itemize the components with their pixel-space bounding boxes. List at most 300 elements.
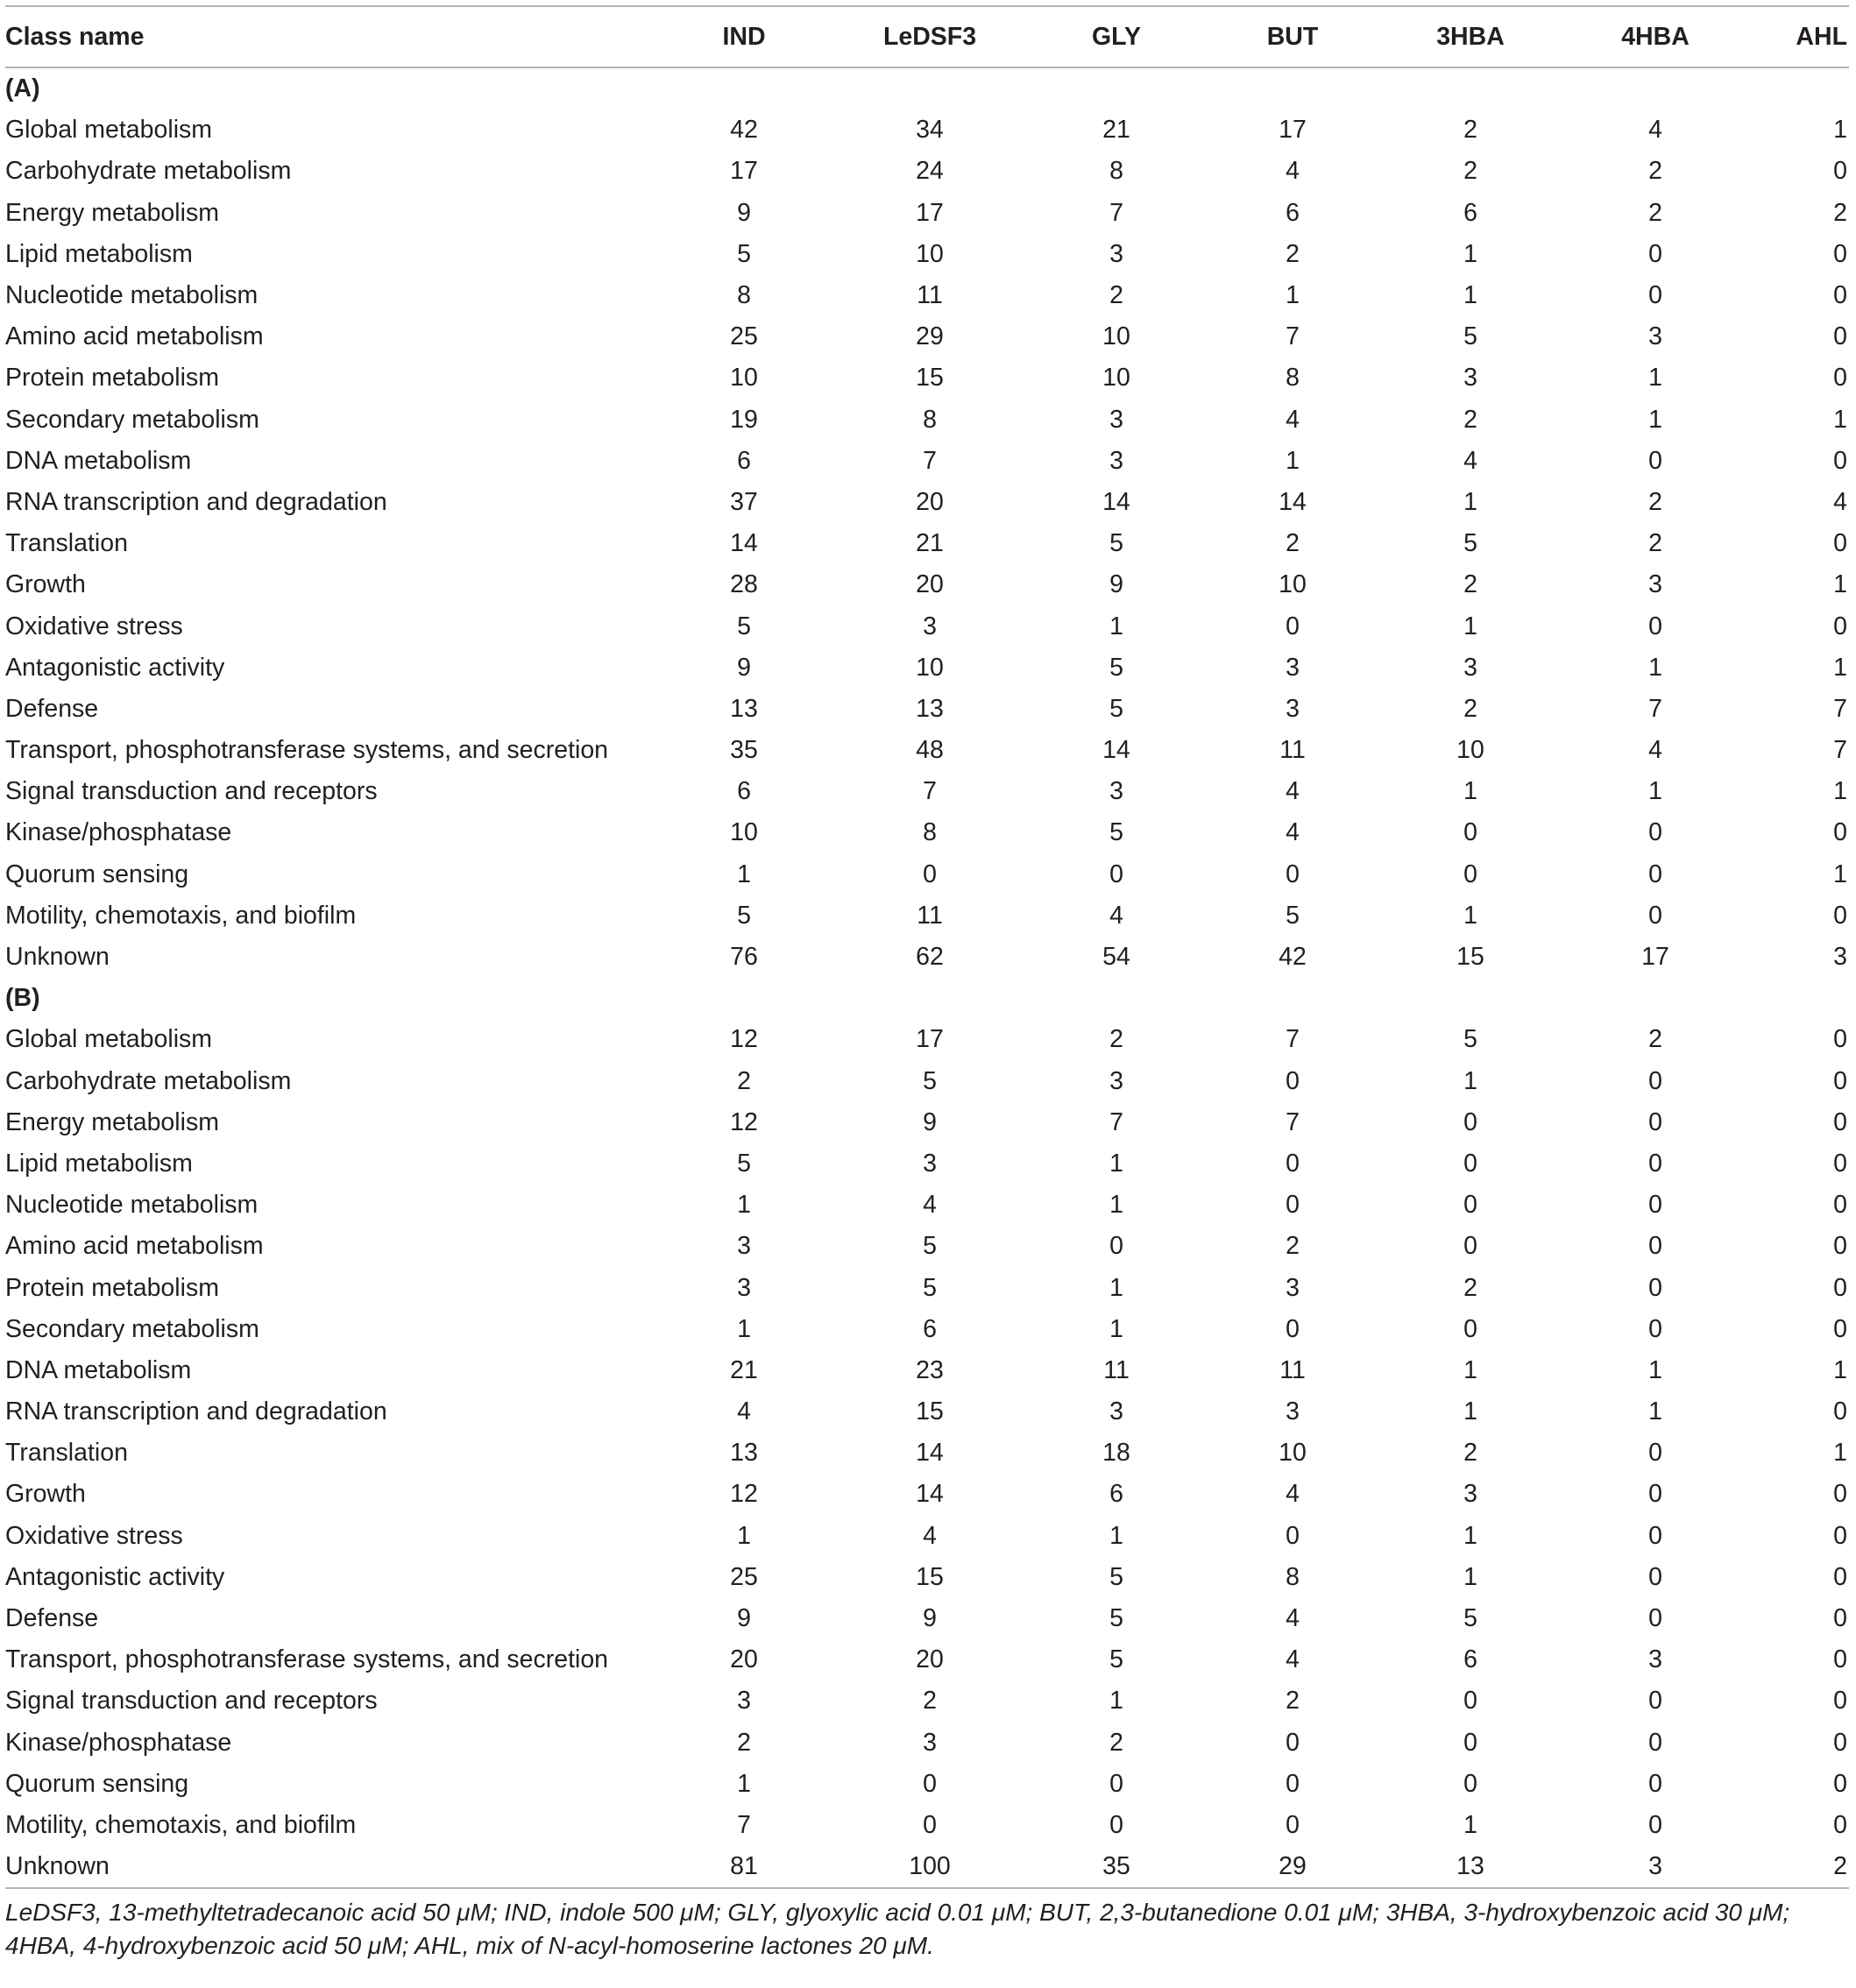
- value-cell: 7: [1286, 322, 1300, 351]
- value-cell: 0: [1648, 1232, 1662, 1261]
- value-cell: 3: [1109, 1397, 1123, 1426]
- value-cell: 1: [737, 1191, 751, 1220]
- value-cell: 0: [1648, 1562, 1662, 1591]
- value-cell: 4: [1286, 157, 1300, 186]
- value-cell: 9: [737, 198, 751, 227]
- value-cell: 1: [1648, 1355, 1662, 1384]
- value-cell: 7: [1109, 198, 1123, 227]
- value-cell: 0: [1833, 239, 1847, 268]
- class-name-cell: Unknown: [5, 943, 110, 972]
- value-cell: 0: [1648, 901, 1662, 930]
- value-cell: 0: [923, 1810, 937, 1839]
- value-cell: 4: [923, 1521, 937, 1550]
- value-cell: 0: [1833, 322, 1847, 351]
- value-cell: 1: [1833, 1355, 1847, 1384]
- value-cell: 1: [1833, 116, 1847, 145]
- value-cell: 0: [1833, 529, 1847, 558]
- class-name-cell: DNA metabolism: [5, 1355, 192, 1384]
- class-name-cell: Carbohydrate metabolism: [5, 157, 292, 186]
- value-cell: 5: [1109, 1562, 1123, 1591]
- header-ledsf3: LeDSF3: [831, 6, 1029, 67]
- value-cell: 1: [1648, 653, 1662, 682]
- value-cell: 5: [1109, 818, 1123, 847]
- table-row: [5, 812, 1849, 853]
- value-cell: 5: [1109, 1645, 1123, 1674]
- value-cell: 0: [1648, 1107, 1662, 1136]
- value-cell: 11: [1279, 1355, 1306, 1384]
- value-cell: 1: [1109, 1521, 1123, 1550]
- table-row: [5, 1226, 1849, 1267]
- value-cell: 20: [916, 1645, 944, 1674]
- value-cell: 15: [916, 364, 944, 393]
- class-name-cell: Signal transduction and receptors: [5, 1687, 378, 1716]
- table-row: [5, 275, 1849, 316]
- value-cell: 25: [730, 322, 758, 351]
- value-cell: 0: [923, 1769, 937, 1798]
- value-cell: 4: [1286, 405, 1300, 434]
- value-cell: 0: [1833, 901, 1847, 930]
- value-cell: 1: [1463, 901, 1477, 930]
- value-cell: 0: [1463, 1314, 1477, 1343]
- value-cell: 2: [737, 1066, 751, 1095]
- value-cell: 4: [1833, 487, 1847, 516]
- value-cell: 6: [737, 446, 751, 475]
- value-cell: 9: [737, 1604, 751, 1633]
- class-name-cell: Amino acid metabolism: [5, 322, 264, 351]
- value-cell: 1: [1648, 1397, 1662, 1426]
- value-cell: 1: [1463, 1397, 1477, 1426]
- class-name-cell: DNA metabolism: [5, 446, 192, 475]
- value-cell: 0: [1833, 1687, 1847, 1716]
- value-cell: 2: [1109, 1728, 1123, 1757]
- table-row: [5, 1557, 1849, 1598]
- value-cell: 0: [1833, 612, 1847, 640]
- value-cell: 29: [1204, 1846, 1381, 1888]
- value-cell: 6: [1463, 1645, 1477, 1674]
- class-name-cell: Quorum sensing: [5, 1769, 189, 1798]
- value-cell: 2: [1648, 157, 1662, 186]
- table-row: [5, 1433, 1849, 1474]
- value-cell: 0: [1463, 1687, 1477, 1716]
- class-name-cell: Kinase/phosphatase: [5, 818, 232, 847]
- value-cell: 0: [1648, 1191, 1662, 1220]
- value-cell: 3: [923, 612, 937, 640]
- value-cell: 14: [916, 1439, 944, 1468]
- value-cell: 1: [1463, 612, 1477, 640]
- value-cell: 1: [1833, 405, 1847, 434]
- value-cell: 1: [1286, 446, 1300, 475]
- value-cell: 6: [1286, 198, 1300, 227]
- class-name-cell: Secondary metabolism: [5, 1314, 259, 1343]
- value-cell: 5: [737, 1149, 751, 1178]
- value-cell: 4: [1648, 116, 1662, 145]
- table-row: [5, 1680, 1849, 1722]
- class-name-cell: Energy metabolism: [5, 198, 219, 227]
- table-footnote: LeDSF3, 13-methyltetradecanoic acid 50 μM; IND, indole 500 μM; GLY, glyoxylic acid 0.01 μM; BUT, 2,3-butanedione 0.01 μM; 3HBA, 3-hydroxybenzoic acid 30 μM; 4HBA, 4-hydroxybenzoic acid 50 μM; AHL, mix of N-acyl-homoserine lactones 20 μM.: [5, 1899, 1790, 1960]
- table-row: [5, 151, 1849, 192]
- value-cell: 3: [1648, 570, 1662, 599]
- value-cell: 1: [1463, 1066, 1477, 1095]
- table-row: [5, 234, 1849, 275]
- header-gly: GLY: [1029, 6, 1204, 67]
- value-cell: 0: [1648, 1769, 1662, 1798]
- value-cell: 1: [1833, 860, 1847, 888]
- value-cell: 2: [1286, 239, 1300, 268]
- value-cell: 5: [1109, 529, 1123, 558]
- value-cell: 3: [737, 1273, 751, 1302]
- value-cell: 2: [1463, 405, 1477, 434]
- value-cell: 2: [1751, 1846, 1849, 1888]
- value-cell: 0: [1833, 1397, 1847, 1426]
- value-cell: 0: [1463, 1728, 1477, 1757]
- value-cell: 0: [1648, 1273, 1662, 1302]
- class-name-cell: Kinase/phosphatase: [5, 1728, 232, 1757]
- table-row: [5, 1723, 1849, 1764]
- value-cell: 28: [730, 570, 758, 599]
- value-cell: 5: [1109, 653, 1123, 682]
- class-name-cell: Energy metabolism: [5, 1107, 219, 1136]
- value-cell: 5: [1463, 529, 1477, 558]
- value-cell: 3: [1109, 1066, 1123, 1095]
- value-cell: 0: [1648, 1480, 1662, 1509]
- table-row: [5, 110, 1849, 151]
- value-cell: 0: [1833, 1107, 1847, 1136]
- value-cell: 0: [1463, 860, 1477, 888]
- value-cell: 21: [1102, 116, 1130, 145]
- value-cell: 0: [1648, 612, 1662, 640]
- value-cell: 0: [1286, 1521, 1300, 1550]
- value-cell: 0: [1286, 1066, 1300, 1095]
- table-row: [5, 647, 1849, 689]
- value-cell: 0: [1109, 1232, 1123, 1261]
- value-cell: 0: [1833, 1645, 1847, 1674]
- value-cell: 0: [1833, 1314, 1847, 1343]
- value-cell: 1: [1648, 405, 1662, 434]
- value-cell: 5: [1463, 1025, 1477, 1054]
- class-name-cell: Transport, phosphotransferase systems, and secretion: [5, 1645, 609, 1674]
- value-cell: 0: [1833, 1480, 1847, 1509]
- table-body: [5, 67, 1849, 1888]
- header-but: BUT: [1204, 6, 1381, 67]
- value-cell: 5: [1286, 901, 1300, 930]
- table-row: [5, 605, 1849, 647]
- value-cell: 100: [831, 1846, 1029, 1888]
- table-row: [5, 564, 1849, 605]
- value-cell: 20: [730, 1645, 758, 1674]
- value-cell: 0: [1833, 1232, 1847, 1261]
- section-row: [5, 67, 1849, 110]
- class-name-cell: Protein metabolism: [5, 1273, 219, 1302]
- value-cell: 3: [737, 1687, 751, 1716]
- value-cell: 0: [1286, 1769, 1300, 1798]
- value-cell: 7: [1109, 1107, 1123, 1136]
- class-name-cell: Transport, phosphotransferase systems, and secretion: [5, 736, 609, 765]
- value-cell: 2: [1286, 1232, 1300, 1261]
- value-cell: 8: [1286, 364, 1300, 393]
- value-cell: 4: [1109, 901, 1123, 930]
- value-cell: 0: [1833, 1562, 1847, 1591]
- value-cell: 7: [1286, 1025, 1300, 1054]
- header-ahl: AHL: [1751, 6, 1849, 67]
- value-cell: 0: [1833, 1604, 1847, 1633]
- value-cell: 1: [1109, 1191, 1123, 1220]
- value-cell: 5: [923, 1232, 937, 1261]
- value-cell: 35: [1029, 1846, 1204, 1888]
- table-row: [5, 1598, 1849, 1639]
- class-name-cell: Translation: [5, 1439, 128, 1468]
- table-row: [5, 937, 1849, 978]
- header-class-name: Class name: [5, 6, 657, 67]
- class-name-cell: Nucleotide metabolism: [5, 1191, 259, 1220]
- class-name-cell: Global metabolism: [5, 1025, 213, 1054]
- value-cell: 0: [1463, 1191, 1477, 1220]
- value-cell: 0: [1463, 1769, 1477, 1798]
- table-row: [5, 1267, 1849, 1308]
- table-row: [5, 193, 1849, 234]
- table-row: [5, 1805, 1849, 1846]
- table-row: [5, 1846, 1849, 1888]
- value-cell: 8: [1286, 1562, 1300, 1591]
- value-cell: 11: [1103, 1355, 1130, 1384]
- value-cell: 6: [1463, 198, 1477, 227]
- value-cell: 2: [737, 1728, 751, 1757]
- value-cell: 4: [1286, 1645, 1300, 1674]
- value-cell: 9: [923, 1107, 937, 1136]
- header-ind: IND: [657, 6, 831, 67]
- value-cell: 2: [1109, 281, 1123, 310]
- section-row: [5, 978, 1849, 1019]
- value-cell: 2: [1648, 1025, 1662, 1054]
- table-row: [5, 1102, 1849, 1143]
- value-cell: 0: [1648, 1149, 1662, 1178]
- class-name-cell: Antagonistic activity: [5, 653, 225, 682]
- value-cell: 1: [1463, 777, 1477, 806]
- value-cell: 1: [1463, 1355, 1477, 1384]
- header-4hba: 4HBA: [1560, 6, 1751, 67]
- value-cell: 1: [1109, 1149, 1123, 1178]
- value-cell: 4: [1286, 777, 1300, 806]
- value-cell: 0: [1833, 1769, 1847, 1798]
- value-cell: 18: [1102, 1439, 1130, 1468]
- table-row: [5, 400, 1849, 441]
- value-cell: 0: [1286, 860, 1300, 888]
- value-cell: 17: [916, 1025, 944, 1054]
- value-cell: 8: [923, 818, 937, 847]
- value-cell: 1: [1833, 1439, 1847, 1468]
- table-row: [5, 316, 1849, 357]
- table-row: [5, 895, 1849, 937]
- value-cell: 1: [1109, 1273, 1123, 1302]
- value-cell: 4: [1286, 1480, 1300, 1509]
- value-cell: 3: [1463, 364, 1477, 393]
- class-name-cell: Defense: [5, 1604, 99, 1633]
- value-cell: 2: [1833, 198, 1847, 227]
- class-name-cell: Growth: [5, 1480, 86, 1509]
- value-cell: 0: [1463, 1149, 1477, 1178]
- class-name-cell: Quorum sensing: [5, 860, 189, 888]
- value-cell: 1: [1109, 1687, 1123, 1716]
- value-cell: 7: [1833, 694, 1847, 723]
- value-cell: 1: [1109, 612, 1123, 640]
- value-cell: 0: [1648, 1687, 1662, 1716]
- value-cell: 0: [1648, 1728, 1662, 1757]
- value-cell: 8: [1109, 157, 1123, 186]
- value-cell: 11: [917, 281, 943, 310]
- class-name-cell: Lipid metabolism: [5, 239, 193, 268]
- value-cell: 0: [1648, 446, 1662, 475]
- value-cell: 6: [923, 1314, 937, 1343]
- value-cell: 10: [1102, 364, 1130, 393]
- value-cell: 0: [1648, 1439, 1662, 1468]
- value-cell: 10: [1456, 736, 1484, 765]
- value-cell: 11: [917, 901, 943, 930]
- value-cell: 0: [1648, 860, 1662, 888]
- class-name-cell: Global metabolism: [5, 116, 213, 145]
- value-cell: 0: [1833, 1191, 1847, 1220]
- class-name-cell: Oxidative stress: [5, 612, 183, 640]
- value-cell: 10: [916, 653, 944, 682]
- table-row: [5, 523, 1849, 564]
- value-cell: 1: [1286, 281, 1300, 310]
- table-row: [5, 1143, 1849, 1185]
- table-row: [5, 1639, 1849, 1680]
- class-name-cell: RNA transcription and degradation: [5, 1397, 387, 1426]
- value-cell: 13: [730, 1439, 758, 1468]
- value-cell: 4: [1648, 736, 1662, 765]
- value-cell: 23: [916, 1355, 944, 1384]
- value-cell: 42: [730, 116, 758, 145]
- value-cell: 4: [923, 1191, 937, 1220]
- value-cell: 3: [1463, 653, 1477, 682]
- value-cell: 2: [1286, 529, 1300, 558]
- value-cell: 13: [916, 694, 944, 723]
- value-cell: 1: [1833, 570, 1847, 599]
- value-cell: 0: [1833, 818, 1847, 847]
- value-cell: 2: [1648, 198, 1662, 227]
- table-row: [5, 441, 1849, 482]
- value-cell: 6: [737, 777, 751, 806]
- value-cell: 17: [730, 157, 758, 186]
- value-cell: 20: [916, 487, 944, 516]
- value-cell: 11: [1279, 736, 1306, 765]
- value-cell: 0: [1833, 1273, 1847, 1302]
- value-cell: 3: [1109, 777, 1123, 806]
- value-cell: 1: [737, 1521, 751, 1550]
- value-cell: 3: [1463, 1480, 1477, 1509]
- value-cell: 15: [916, 1397, 944, 1426]
- value-cell: 0: [1286, 1314, 1300, 1343]
- value-cell: 0: [1833, 364, 1847, 393]
- value-cell: 8: [923, 405, 937, 434]
- value-cell: 0: [1833, 1728, 1847, 1757]
- class-name-cell: Carbohydrate metabolism: [5, 1066, 292, 1095]
- value-cell: 17: [1279, 116, 1307, 145]
- table-row: [5, 730, 1849, 771]
- value-cell: 0: [923, 860, 937, 888]
- value-cell: 37: [730, 487, 758, 516]
- class-name-cell: Amino acid metabolism: [5, 1232, 264, 1261]
- value-cell: 42: [1279, 943, 1307, 972]
- value-cell: 14: [916, 1480, 944, 1509]
- value-cell: 12: [730, 1025, 758, 1054]
- header-3hba: 3HBA: [1381, 6, 1560, 67]
- table-row: [5, 1764, 1849, 1805]
- value-cell: 1: [1463, 1521, 1477, 1550]
- class-name-cell: Defense: [5, 694, 99, 723]
- section-label: (B): [5, 984, 40, 1013]
- value-cell: 10: [1279, 570, 1307, 599]
- value-cell: 0: [1648, 1314, 1662, 1343]
- value-cell: 4: [1463, 446, 1477, 475]
- value-cell: 54: [1102, 943, 1130, 972]
- value-cell: 2: [1463, 116, 1477, 145]
- value-cell: 14: [730, 529, 758, 558]
- class-name-cell: Signal transduction and receptors: [5, 777, 378, 806]
- class-name-cell: Growth: [5, 570, 86, 599]
- header-row: [5, 6, 1849, 67]
- value-cell: 5: [737, 901, 751, 930]
- value-cell: 2: [1463, 694, 1477, 723]
- section-label: (A): [5, 74, 40, 103]
- value-cell: 13: [1381, 1846, 1560, 1888]
- value-cell: 0: [1648, 1521, 1662, 1550]
- value-cell: 4: [1286, 818, 1300, 847]
- value-cell: 48: [916, 736, 944, 765]
- value-cell: 0: [1648, 818, 1662, 847]
- value-cell: 0: [1648, 281, 1662, 310]
- value-cell: 1: [1463, 239, 1477, 268]
- value-cell: 1: [1463, 1810, 1477, 1839]
- value-cell: 1: [737, 1769, 751, 1798]
- class-name-cell: Oxidative stress: [5, 1521, 183, 1550]
- value-cell: 3: [1833, 943, 1847, 972]
- value-cell: 10: [1279, 1439, 1307, 1468]
- value-cell: 15: [1456, 943, 1484, 972]
- value-cell: 0: [1833, 1025, 1847, 1054]
- value-cell: 0: [1286, 612, 1300, 640]
- value-cell: 1: [1463, 281, 1477, 310]
- value-cell: 0: [1463, 1232, 1477, 1261]
- table-row: [5, 1516, 1849, 1557]
- value-cell: 2: [1648, 487, 1662, 516]
- table-row: [5, 854, 1849, 895]
- value-cell: 0: [1109, 860, 1123, 888]
- class-name-cell: Secondary metabolism: [5, 405, 259, 434]
- value-cell: 2: [1463, 570, 1477, 599]
- value-cell: 0: [1648, 239, 1662, 268]
- value-cell: 5: [1109, 694, 1123, 723]
- class-name-cell: Motility, chemotaxis, and biofilm: [5, 901, 357, 930]
- table-row: [5, 1391, 1849, 1433]
- class-name-cell: Nucleotide metabolism: [5, 281, 259, 310]
- value-cell: 3: [737, 1232, 751, 1261]
- value-cell: 5: [1109, 1604, 1123, 1633]
- value-cell: 17: [916, 198, 944, 227]
- value-cell: 3: [1286, 653, 1300, 682]
- document: [5, 5, 1849, 1963]
- value-cell: 3: [923, 1728, 937, 1757]
- table-row: [5, 1019, 1849, 1060]
- value-cell: 0: [1286, 1728, 1300, 1757]
- value-cell: 17: [1641, 943, 1669, 972]
- value-cell: 7: [737, 1810, 751, 1839]
- value-cell: 7: [923, 777, 937, 806]
- class-name-cell: Unknown: [5, 1846, 657, 1888]
- value-cell: 9: [1109, 570, 1123, 599]
- value-cell: 2: [1463, 157, 1477, 186]
- value-cell: 1: [737, 860, 751, 888]
- value-cell: 4: [737, 1397, 751, 1426]
